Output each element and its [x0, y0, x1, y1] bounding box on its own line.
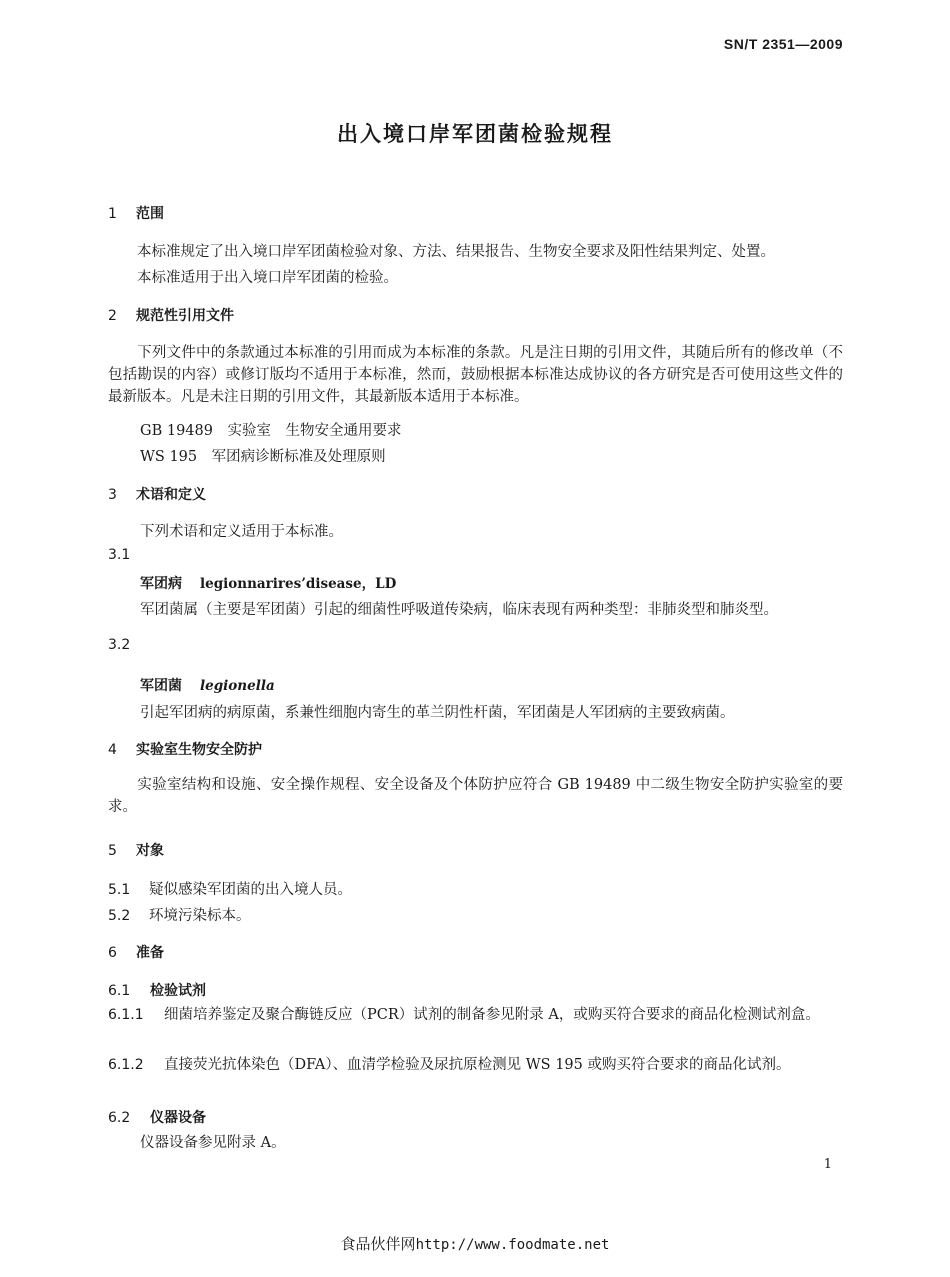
page-number: 1	[823, 1157, 832, 1172]
section-3-heading	[108, 484, 206, 504]
subsection-number: 6.1	[108, 983, 131, 999]
section-title: 准备	[136, 945, 164, 961]
section-number: 6	[108, 945, 117, 961]
reference-code: WS 195	[140, 449, 198, 465]
subsection-number: 6.2	[108, 1110, 131, 1126]
reference-gb19489	[140, 419, 401, 440]
reference-title: 军团病诊断标准及处理原则	[211, 449, 386, 465]
section-number: 3	[108, 487, 117, 503]
item-number: 5.2	[108, 908, 131, 924]
section-number: 2	[108, 308, 117, 324]
section-title: 术语和定义	[136, 487, 206, 503]
section-5-heading	[108, 840, 164, 860]
scope-paragraph-1: 本标准规定了出入境口岸军团菌检验对象、方法、结果报告、生物安全要求及阳性结果判定、处置。	[137, 244, 775, 260]
reference-code: GB 19489	[140, 423, 213, 439]
term-3-2-definition: 引起军团病的病原菌，系兼性细胞内寄生的革兰阴性杆菌，军团菌是人军团病的主要致病菌。	[140, 705, 735, 721]
section-6-heading	[108, 942, 164, 962]
section-1-heading	[108, 203, 164, 223]
item-text: 疑似感染军团菌的出入境人员。	[149, 882, 352, 898]
subsection-title: 检验试剂	[150, 983, 206, 999]
equipment-paragraph: 仪器设备参见附录 A。	[140, 1135, 286, 1151]
biosafety-paragraph	[108, 774, 843, 818]
item-text: 直接荧光抗体染色（DFA）、血清学检验及尿抗原检测见 WS 195 或购买符合要求的商品化试剂。	[164, 1057, 791, 1073]
item-5-2	[108, 904, 251, 925]
footer-url[interactable]: http://www.foodmate.net	[415, 1237, 610, 1253]
subsection-6-2-heading	[108, 1107, 206, 1127]
paragraph-text: 实验室结构和设施、安全操作规程、安全设备及个体防护应符合 GB 19489 中二级生物安全防护实验室的要求。	[108, 777, 843, 815]
section-title: 规范性引用文件	[136, 308, 234, 324]
section-number: 5	[108, 843, 117, 859]
standard-number: SN/T 2351—2009	[723, 36, 843, 52]
section-number: 1	[108, 206, 117, 222]
subsection-6-1-heading	[108, 980, 206, 1000]
term-3-1-number: 3.1	[108, 547, 131, 563]
normative-references-paragraph	[108, 342, 843, 408]
term-zh: 军团病	[140, 576, 182, 592]
item-number: 6.1.1	[108, 1007, 144, 1023]
section-number: 4	[108, 742, 117, 758]
section-title: 范围	[136, 206, 164, 222]
terms-intro: 下列术语和定义适用于本标准。	[140, 524, 343, 540]
term-3-2	[140, 675, 275, 695]
item-text: 环境污染标本。	[149, 908, 251, 924]
section-2-heading	[108, 305, 234, 325]
reference-ws195	[140, 445, 386, 466]
reference-title: 实验室 生物安全通用要求	[227, 423, 402, 439]
subsection-title: 仪器设备	[150, 1110, 206, 1126]
term-en: legionnarires’disease，LD	[200, 576, 397, 592]
term-3-1	[140, 572, 396, 593]
section-4-heading	[108, 739, 262, 759]
item-text: 细菌培养鉴定及聚合酶链反应（PCR）试剂的制备参见附录 A，或购买符合要求的商品化检测试剂盒。	[164, 1007, 820, 1023]
section-title: 实验室生物安全防护	[136, 742, 262, 758]
term-zh: 军团菌	[140, 678, 182, 694]
item-6-1-1	[108, 1004, 843, 1026]
term-3-2-number: 3.2	[108, 637, 131, 653]
item-6-1-2	[108, 1054, 843, 1076]
section-title: 对象	[136, 843, 164, 859]
item-number: 6.1.2	[108, 1057, 144, 1073]
item-5-1	[108, 878, 352, 899]
scope-paragraph-2: 本标准适用于出入境口岸军团菌的检验。	[137, 270, 398, 286]
paragraph-text: 下列文件中的条款通过本标准的引用而成为本标准的条款。凡是注日期的引用文件，其随后所有的修改单（不包括勘误的内容）或修订版均不适用于本标准，然而，鼓励根据本标准达成协议的各方研究是否可使用这些文件的最新版本。凡是未注日期的引用文件，其最新版本适用于本标准。	[108, 345, 843, 405]
term-3-1-definition: 军团菌属（主要是军团菌）引起的细菌性呼吸道传染病，临床表现有两种类型：非肺炎型和肺炎型。	[140, 602, 778, 618]
item-number: 5.1	[108, 882, 131, 898]
footer-site-name: 食品伙伴网	[340, 1235, 416, 1253]
page-title: 出入境口岸军团菌检验规程	[337, 122, 613, 146]
term-en: legionella	[200, 678, 275, 694]
footer	[0, 1233, 950, 1254]
